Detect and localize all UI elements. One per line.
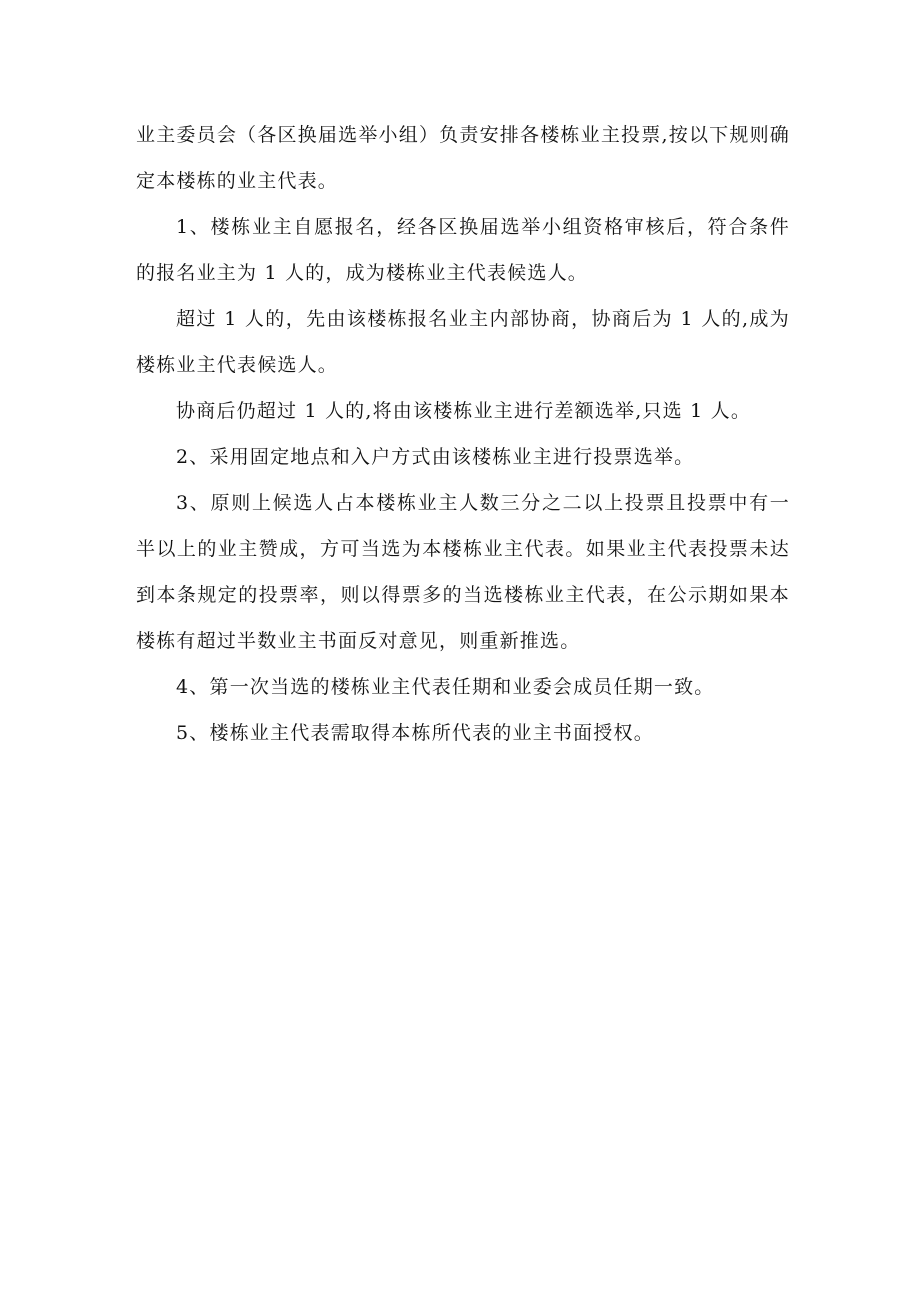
document-body: [136, 112, 790, 756]
paragraph-rule-2: 2、采用固定地点和入户方式由该楼栋业主进行投票选举。: [176, 446, 695, 468]
paragraph-rule-1-still-over: 协商后仍超过 1 人的,将由该楼栋业主进行差额选举,只选 1 人。: [176, 400, 752, 422]
paragraph-rule-1: 1、楼栋业主自愿报名，经各区换届选举小组资格审核后，符合条件的报名业主为 1 人的，成为楼栋业主代表候选人。: [136, 216, 790, 284]
paragraph-rule-1-over-one: 超过 1 人的，先由该楼栋报名业主内部协商，协商后为 1 人的,成为楼栋业主代表候选人。: [136, 308, 790, 376]
paragraph-intro: 业主委员会（各区换届选举小组）负责安排各楼栋业主投票,按以下规则确定本楼栋的业主代表。: [136, 124, 790, 192]
paragraph-rule-4: 4、第一次当选的楼栋业主代表任期和业委会成员任期一致。: [176, 676, 715, 698]
paragraph-rule-5: 5、楼栋业主代表需取得本栋所代表的业主书面授权。: [176, 722, 654, 744]
paragraph-rule-3: 3、原则上候选人占本楼栋业主人数三分之二以上投票且投票中有一半以上的业主赞成，方可当选为本楼栋业主代表。如果业主代表投票未达到本条规定的投票率，则以得票多的当选楼栋业主代表，在公示期如果本楼栋有超过半数业主书面反对意见，则重新推选。: [136, 492, 790, 652]
